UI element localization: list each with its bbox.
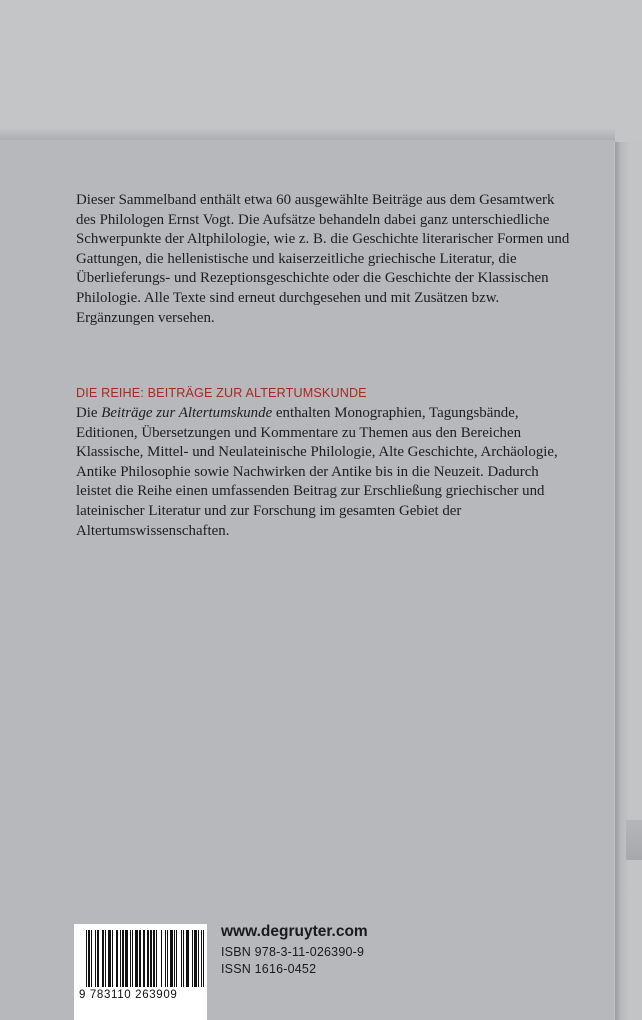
issn-number: ISSN 1616-0452 [221,962,317,976]
barcode-bar [125,930,126,987]
publisher-url[interactable]: www.degruyter.com [221,923,368,940]
barcode-bar [192,930,193,987]
barcode-bar [172,930,173,987]
barcode-bar [105,930,106,987]
barcode-bar [201,930,202,987]
barcode-bar [154,930,155,987]
barcode-bar [135,930,136,987]
isbn-number: ISBN 978-3-11-026390-9 [221,945,365,959]
barcode-bar [153,930,154,987]
barcode [74,924,207,1020]
barcode-bar [123,930,124,987]
barcode-bar [116,930,117,987]
barcode-bar [195,930,196,987]
series-description [76,404,576,541]
series-body: enthalten Monographien, Tagungsbände, Editionen, Übersetzungen und Kommentare zu Themen aus den Bereichen Klassische, Mittel- und Neulateinische Philologie, Alte Geschichte, Archäologie, Antike Philosophie sowie Nachwirken der Antike bis in die Neuzeit. Dadurch leistet die Reihe einen umfassenden Beitrag zur Erschließung griechischer und lateinischer Literatur und zur Forschung im gesamten Gebiet der Altertumswissenschaften. [76,405,558,539]
barcode-bar [186,930,187,987]
barcode-bar [170,930,171,987]
barcode-bar [112,930,113,987]
cover-shadow-right-lower [626,820,642,860]
barcode-bar [181,930,182,987]
barcode-bar [151,930,152,987]
cover-shadow-right [615,142,642,1020]
barcode-bar [167,930,168,987]
barcode-bar [103,930,104,987]
barcode-bar [95,930,96,987]
barcode-bar [109,930,110,987]
barcode-bar [102,930,103,987]
barcode-bar [86,930,87,987]
barcode-bar [120,930,121,987]
barcode-bar [130,930,131,987]
series-title: Beiträge zur Altertumskunde [101,405,273,421]
barcode-bar [196,930,197,987]
barcode-bar [144,930,145,987]
barcode-bar [91,930,92,987]
barcode-bar [183,930,184,987]
barcode-bar [171,930,172,987]
book-blurb: Dieser Sammelband enthält etwa 60 ausgewählte Beiträge aus dem Gesamtwerk des Philologen Ernst Vogt. Die Aufsätze behandeln dabei ganz unterschiedliche Schwerpunkte der Altphilologie, wie z. B. die Geschichte literarischer Formen und Gattungen, die hellenistische und kaiserzeitliche griechische Literatur, die Überlieferungs- und Rezeptionsgeschichte oder die Geschichte der Klassischen Philologie. Alle Texte sind erneut durchgesehen und mit Zusätzen bzw. Ergänzungen versehen. [76,192,570,326]
barcode-bar [122,930,123,987]
barcode-bar [127,930,128,987]
barcode-bar [110,930,111,987]
barcode-bar [97,930,98,987]
barcode-bar [147,930,148,987]
series-intro: Die [76,405,102,421]
barcode-bar [198,930,199,987]
barcode-bar [156,930,157,987]
barcode-bar [140,930,141,987]
barcode-bar [137,930,138,987]
barcode-bar [150,930,151,987]
barcode-bar [148,930,149,987]
barcode-bar [108,930,109,987]
barcode-bar [194,930,195,987]
barcode-bar [139,930,140,987]
barcode-bar [176,930,177,987]
barcode-bar [143,930,144,987]
barcode-digits: 9 783110 263909 [79,989,178,1001]
barcode-bar [88,930,89,987]
barcode-bar [203,930,204,987]
barcode-bar [136,930,137,987]
barcode-bar [89,930,90,987]
barcode-bar [165,930,166,987]
barcode-bar [98,930,99,987]
barcode-bar [161,930,162,987]
series-heading: DIE REIHE: BEITRÄGE ZUR ALTERTUMSKUNDE [76,386,367,400]
barcode-bar [187,930,188,987]
barcode-bar [132,930,133,987]
barcode-bar [126,930,127,987]
barcode-bar [188,930,189,987]
barcode-bar [174,930,175,987]
barcode-bar [117,930,118,987]
